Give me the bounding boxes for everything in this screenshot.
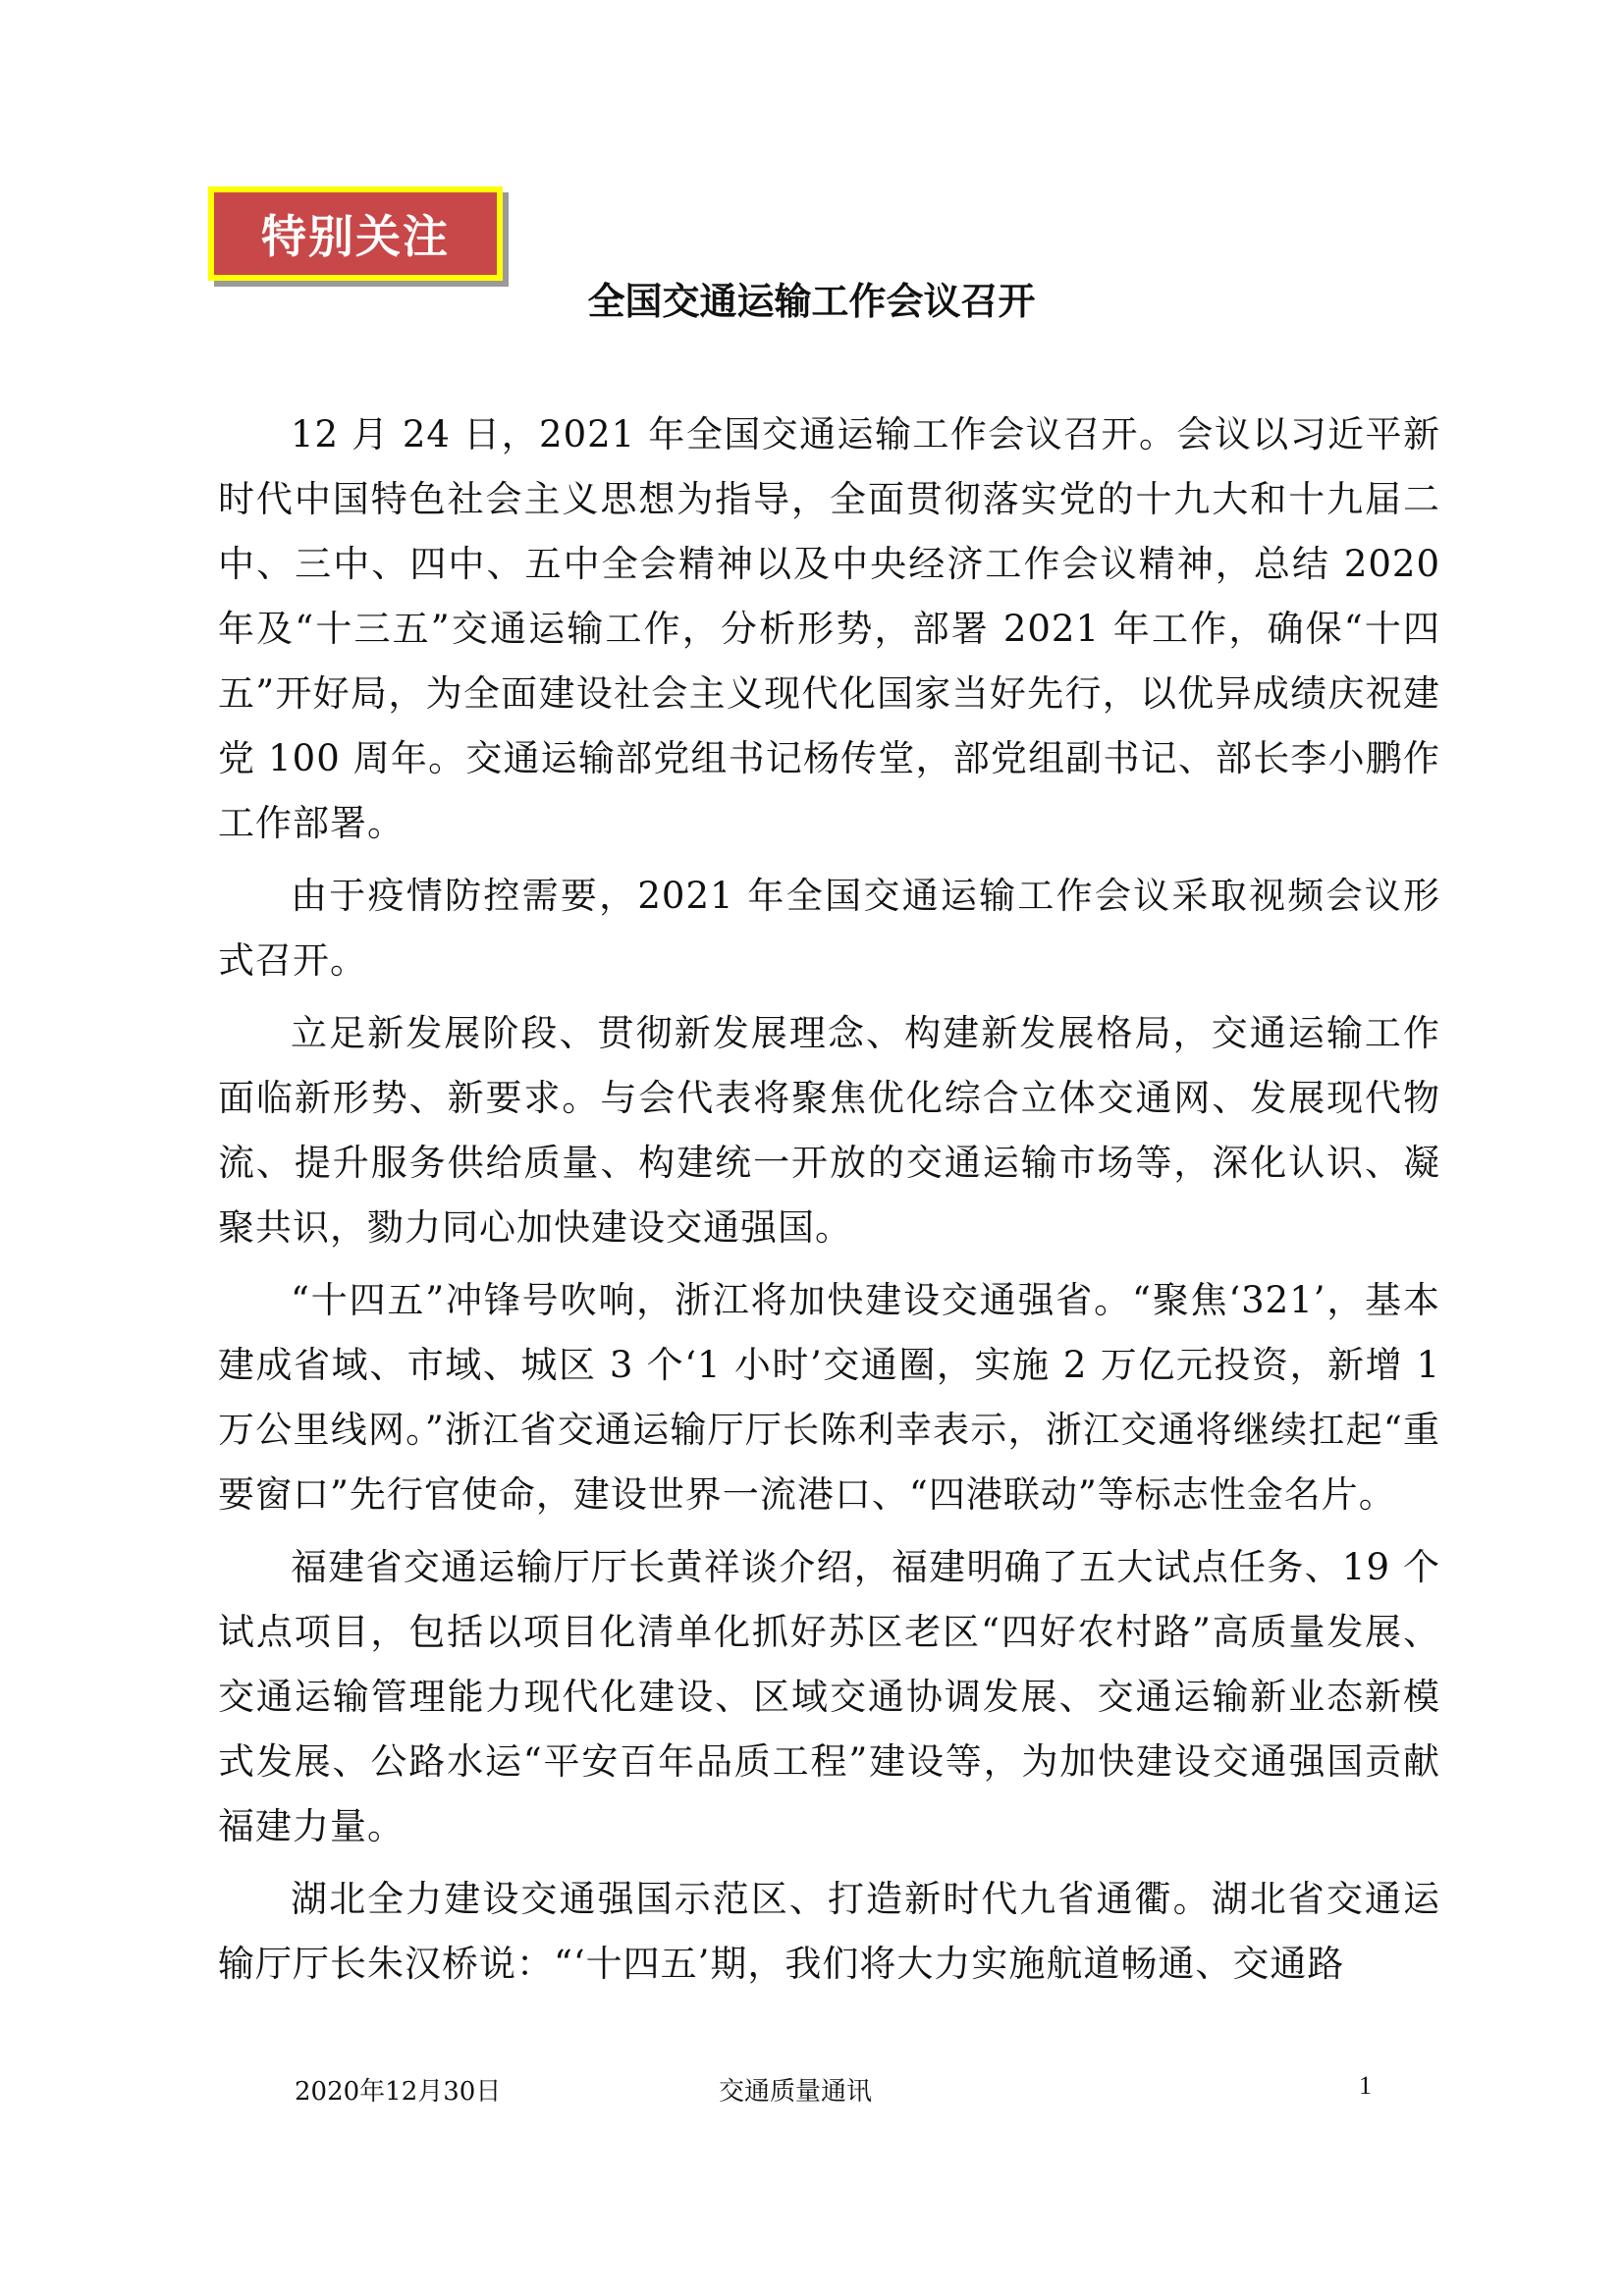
paragraph-3: 立足新发展阶段、贯彻新发展理念、构建新发展格局，交通运输工作面临新形势、新要求。与会代表将聚焦优化综合立体交通网、发展现代物流、提升服务供给质量、构建统一开放的交通运输市场等，深化认识、凝聚共识，勠力同心加快建设交通强国。 bbox=[218, 1012, 1440, 1249]
section-badge-label: 特别关注 bbox=[214, 192, 497, 275]
paragraph-4: “十四五”冲锋号吹响，浙江将加快建设交通强省。“聚焦‘321’，基本建成省域、市域、城区 3 个‘1 小时’交通圈，实施 2 万亿元投资，新增 1 万公里线网。”浙江省交通运输厅厅长陈利幸表示，浙江交通将继续扛起“重要窗口”先行官使命，建设世界一流港口、“四港联动”等标志性金名片。 bbox=[218, 1279, 1440, 1516]
page-number: 1 bbox=[1359, 2071, 1372, 2100]
article-title: 全国交通运输工作会议召开 bbox=[587, 280, 1036, 323]
paragraph-1: 12 月 24 日，2021 年全国交通运输工作会议召开。会议以习近平新时代中国特色社会主义思想为指导，全面贯彻落实党的十九大和十九届二中、三中、四中、五中全会精神以及中央经济工作会议精神，总结 2020 年及“十三五”交通运输工作，分析形势，部署 2021 年工作，确保“十四五”开好局，为全面建设社会主义现代化国家当好先行，以优异成绩庆祝建党 100 周年。交通运输部党组书记杨传堂，部党组副书记、部长李小鹏作工作部署。 bbox=[218, 413, 1440, 844]
paragraph-6: 湖北全力建设交通强国示范区、打造新时代九省通衢。湖北省交通运输厅厅长朱汉桥说：“‘十四五’期，我们将大力实施航道畅通、交通路 bbox=[218, 1878, 1440, 1985]
footer-date: 2020年12月30日 bbox=[295, 2077, 502, 2107]
paragraph-5: 福建省交通运输厅厅长黄祥谈介绍，福建明确了五大试点任务、19 个试点项目，包括以项目化清单化抓好苏区老区“四好农村路”高质量发展、交通运输管理能力现代化建设、区域交通协调发展、交通运输新业态新模式发展、公路水运“平安百年品质工程”建设等，为加快建设交通强国贡献福建力量。 bbox=[218, 1546, 1440, 1847]
section-badge bbox=[208, 187, 503, 281]
paragraph-2: 由于疫情防控需要，2021 年全国交通运输工作会议采取视频会议形式召开。 bbox=[218, 875, 1440, 982]
page-footer bbox=[0, 2071, 1623, 2110]
footer-publication: 交通质量通讯 bbox=[719, 2077, 873, 2107]
article-body bbox=[218, 402, 1440, 2004]
